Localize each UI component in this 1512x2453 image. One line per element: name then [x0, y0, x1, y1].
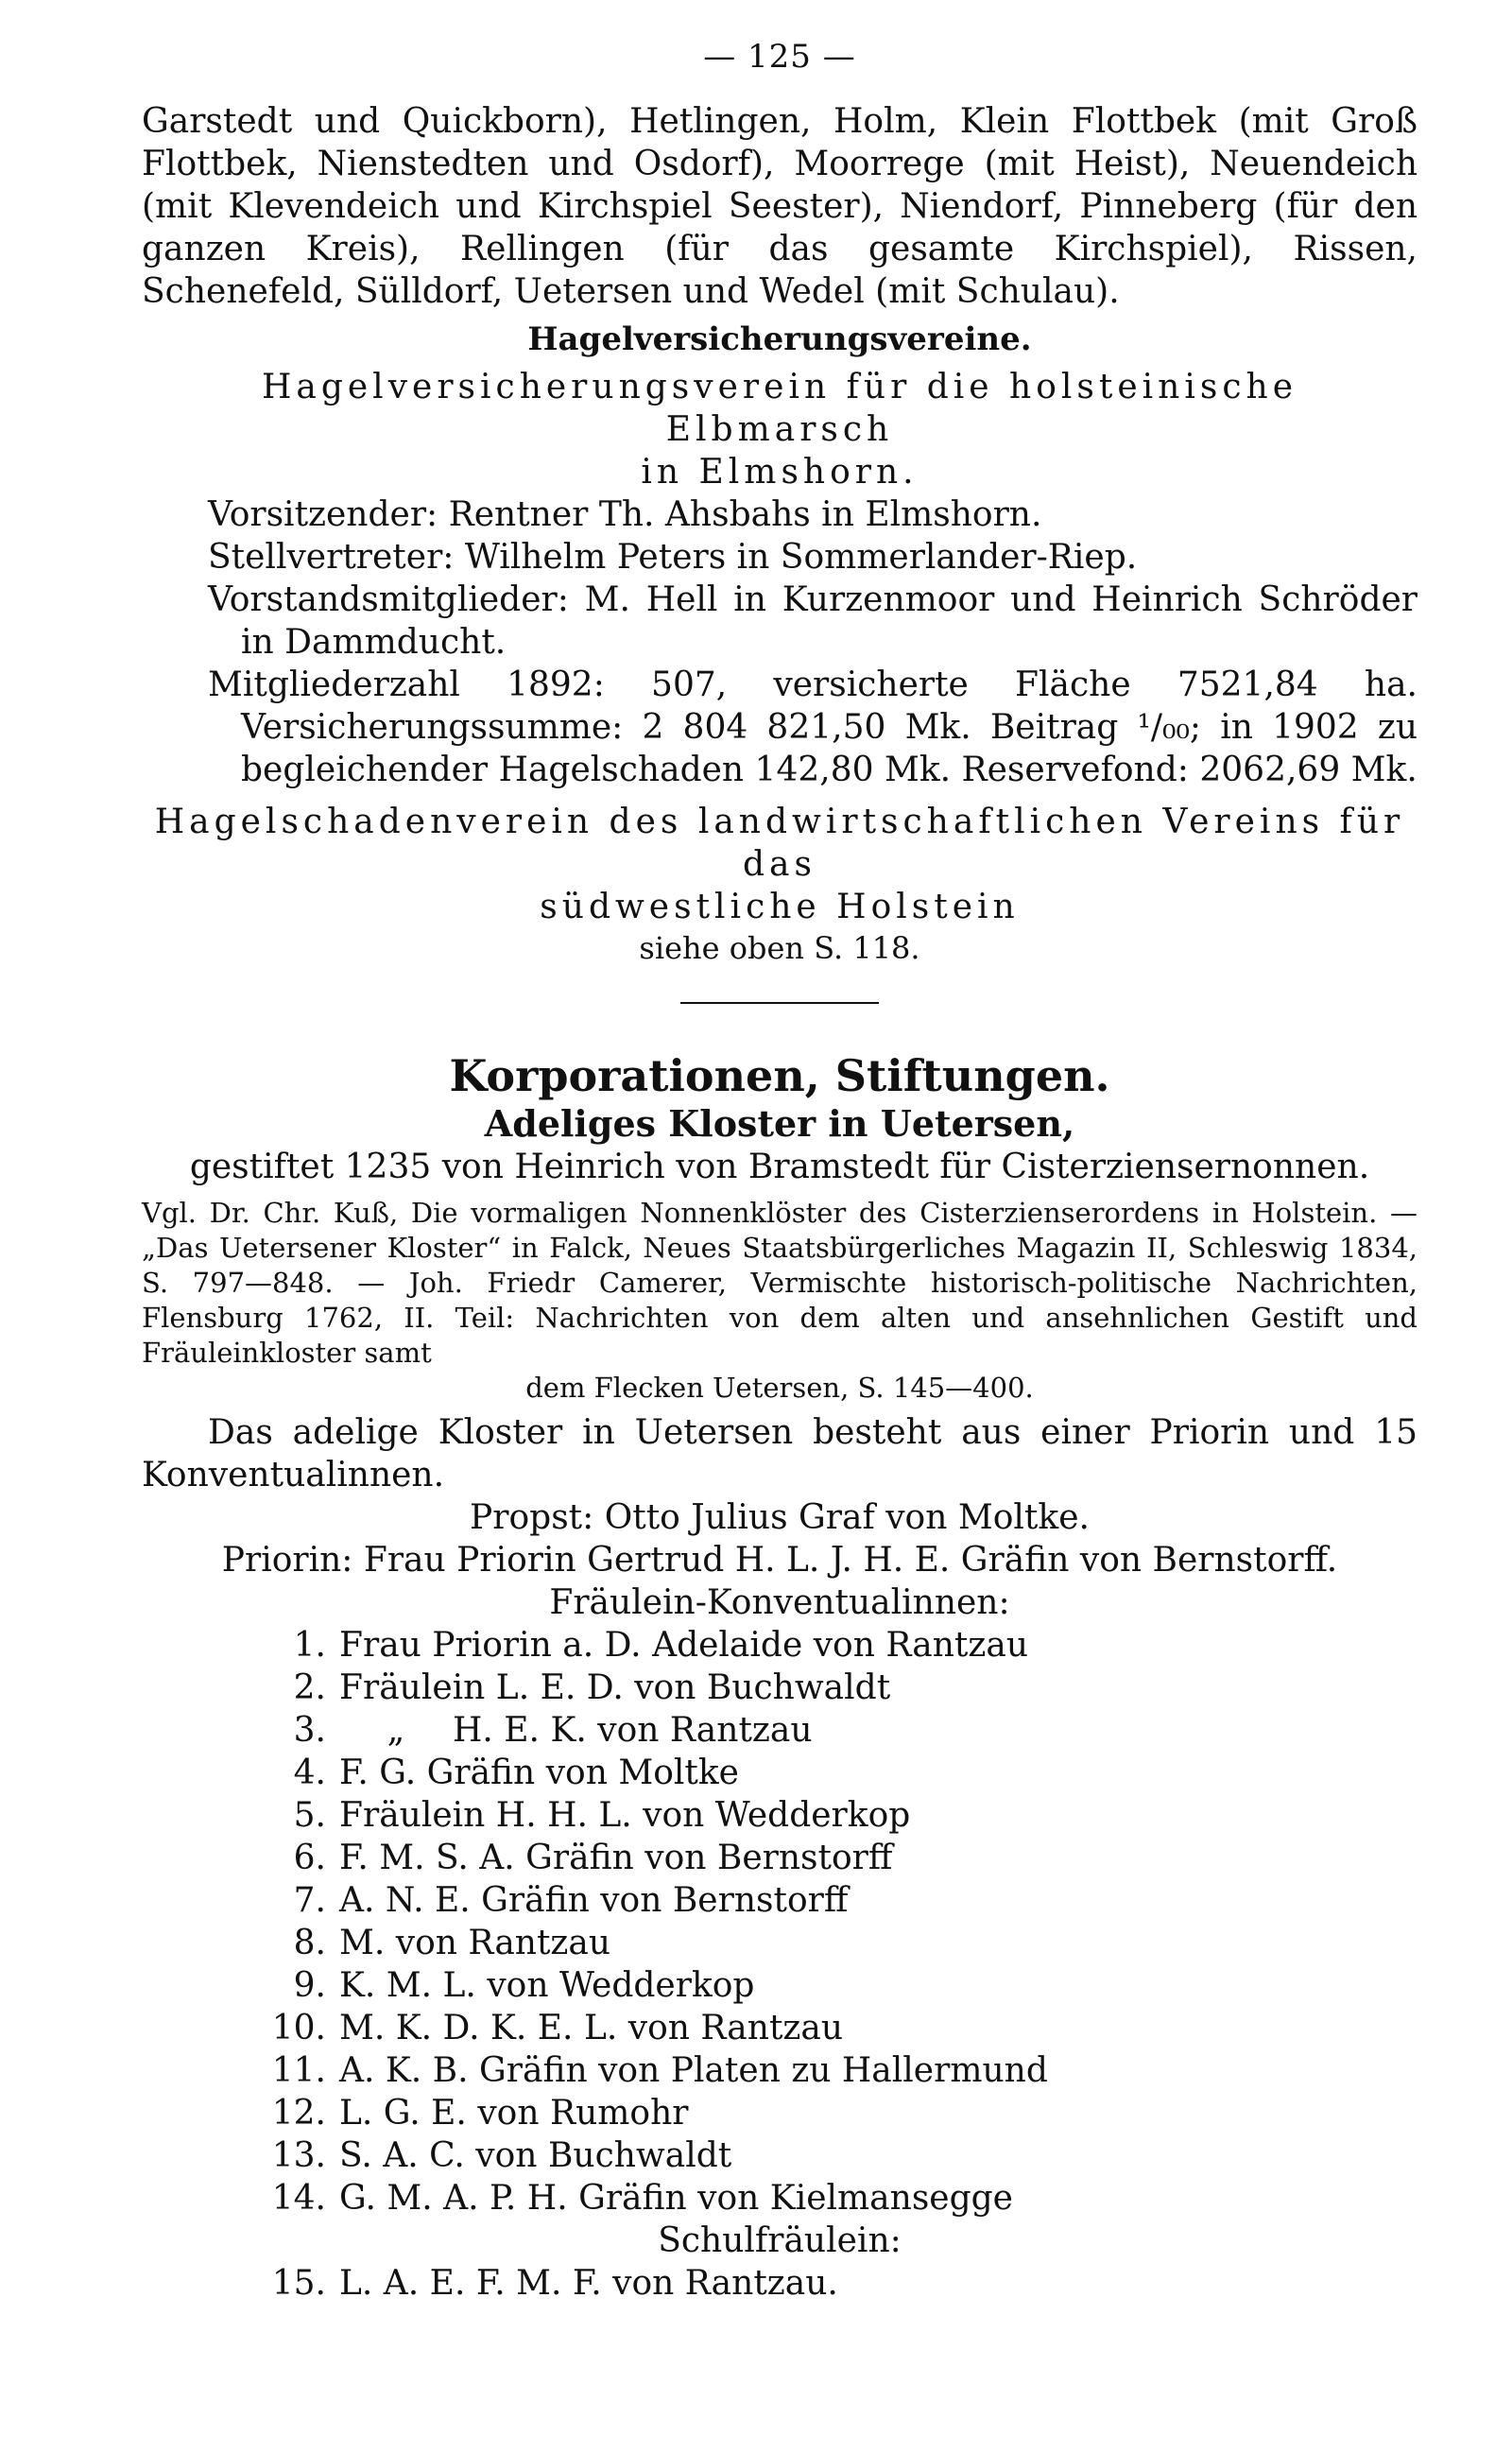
korporationen-heading: Korporationen, Stiftungen. [449, 1050, 1110, 1101]
kloster-subtitle: gestiftet 1235 von Heinrich von Bramstedt für Cisterziensernonnen. [189, 1148, 1370, 1186]
page-number: — 125 — [703, 38, 856, 76]
item-number: 6. [293, 1839, 326, 1877]
item-name: Frau Priorin a. D. Adelaide von Rantzau [339, 1626, 1028, 1665]
item-number: 9. [293, 1966, 326, 2005]
list-item [142, 2262, 1418, 2305]
list-item [142, 1752, 1418, 1794]
item-number: 13. [271, 2136, 326, 2175]
item-name: M. K. D. K. E. L. von Rantzau [339, 2009, 844, 2047]
item-number: 3. [293, 1711, 326, 1750]
verein2-see-reference: siehe oben S. 118. [639, 930, 920, 966]
mitgliederzahl: Mitgliederzahl 1892: 507, versicherte Fläche 7521,84 ha. Versicherungssumme: 2 804 821,50 Mk. Beitrag ¹/₀₀; in 1902 zu begleichender Hagelschaden 142,80 Mk. Reservefond: 2062,69 Mk. [208, 665, 1418, 789]
stellvertreter: Stellvertreter: Wilhelm Peters in Sommerlander-Riep. [208, 538, 1138, 577]
list-item [142, 2007, 1418, 2049]
item-name: A. K. B. Gräfin von Platen zu Hallermund [339, 2051, 1048, 2090]
hagel-heading: Hagelversicherungsvereine. [527, 320, 1032, 358]
item-number: 8. [293, 1924, 326, 1962]
vorstandsmitglieder: Vorstandsmitglieder: M. Hell in Kurzenmoor und Heinrich Schröder in Dammducht. [208, 580, 1418, 662]
verein1-title [142, 366, 1418, 493]
item-name: H. E. K. von Rantzau [453, 1711, 813, 1750]
item-number: 10. [271, 2009, 326, 2047]
item-number: 4. [293, 1753, 326, 1792]
list-item [142, 2177, 1418, 2220]
verein2-title-line2: südwestliche Holstein [540, 888, 1020, 926]
item-name: A. N. E. Gräfin von Bernstorff [339, 1881, 849, 1920]
item-name: L. G. E. von Rumohr [339, 2094, 689, 2133]
references-last-line: dem Flecken Uetersen, S. 145—400. [525, 1372, 1034, 1404]
item-number: 12. [271, 2094, 326, 2133]
item-name: Fräulein L. E. D. von Buchwaldt [339, 1668, 891, 1707]
kloster-title: Adeliges Kloster in Uetersen, [484, 1102, 1075, 1145]
item-number: 1. [293, 1626, 326, 1665]
section-divider [680, 1002, 879, 1004]
item-name: F. G. Gräfin von Moltke [339, 1753, 739, 1792]
verein2-title-line1: Hagelschadenverein des landwirtschaftlichen Vereins für das [154, 803, 1405, 884]
item-name: L. A. E. F. M. F. von Rantzau. [339, 2264, 838, 2303]
list-item [142, 1624, 1418, 1667]
list-item [142, 2134, 1418, 2177]
item-number: 7. [293, 1881, 326, 1920]
verein2-title [142, 801, 1418, 928]
item-name: F. M. S. A. Gräfin von Bernstorff [339, 1839, 893, 1877]
list-item [142, 1964, 1418, 2007]
ditto-mark: „ [387, 1711, 405, 1750]
schulfraeulein-list [142, 2262, 1418, 2305]
item-name: G. M. A. P. H. Gräfin von Kielmansegge [339, 2179, 1013, 2218]
list-item [142, 1922, 1418, 1964]
verein1-title-line2: in Elmshorn. [641, 453, 919, 492]
konventualinnen-heading: Fräulein-Konventualinnen: [549, 1583, 1010, 1622]
konventualinnen-list [142, 1624, 1418, 2220]
vorsitzender: Vorsitzender: Rentner Th. Ahsbahs in Elmshorn. [208, 495, 1042, 534]
item-number: 14. [271, 2179, 326, 2218]
list-item [142, 1709, 1418, 1752]
item-name: M. von Rantzau [339, 1924, 611, 1962]
item-number: 11. [271, 2051, 326, 2090]
list-item [142, 2092, 1418, 2134]
propst: Propst: Otto Julius Graf von Moltke. [470, 1498, 1090, 1537]
item-number: 5. [293, 1796, 326, 1835]
list-item [142, 1837, 1418, 1879]
list-item [142, 1794, 1418, 1837]
verein1-title-line1: Hagelversicherungsverein für die holsteinische Elbmarsch [261, 368, 1298, 449]
schulfraeulein-heading: Schulfräulein: [658, 2221, 902, 2260]
list-item [142, 2049, 1418, 2092]
list-item [142, 1879, 1418, 1922]
references: Vgl. Dr. Chr. Kuß, Die vormaligen Nonnenklöster des Cisterzienserordens in Holstein. — „Das Uetersener Kloster“ in Falck, Neues Staatsbürgerliches Magazin II, Schleswig 1834, S. 797—848. — Joh. Friedr Camerer, Vermischte historisch-politische Nachrichten, Flensburg 1762, II. Teil: Nachrichten von dem alten und ansehnlichen Gestift und Fräuleinkloster samt [142, 1197, 1418, 1369]
item-name: Fräulein H. H. L. von Wedderkop [339, 1796, 911, 1835]
item-name: S. A. C. von Buchwaldt [339, 2136, 732, 2175]
list-item [142, 1667, 1418, 1709]
item-name: K. M. L. von Wedderkop [339, 1966, 755, 2005]
item-number: 15. [271, 2264, 326, 2303]
intro-paragraph: Garstedt und Quickborn), Hetlingen, Holm, Klein Flottbek (mit Groß Flottbek, Nienstedten und Osdorf), Moorrege (mit Heist), Neuendeich (mit Klevendeich und Kirchspiel Seester), Niendorf, Pinneberg (für den ganzen Kreis), Rellingen (für das gesamte Kirchspiel), Rissen, Schenefeld, Sülldorf, Uetersen und Wedel (mit Schulau). [142, 102, 1418, 311]
kloster-description: Das adelige Kloster in Uetersen besteht aus einer Priorin und 15 Konventualinnen. [142, 1413, 1418, 1494]
item-number: 2. [293, 1668, 326, 1707]
priorin: Priorin: Frau Priorin Gertrud H. L. J. H. E. Gräfin von Bernstorff. [221, 1541, 1338, 1580]
